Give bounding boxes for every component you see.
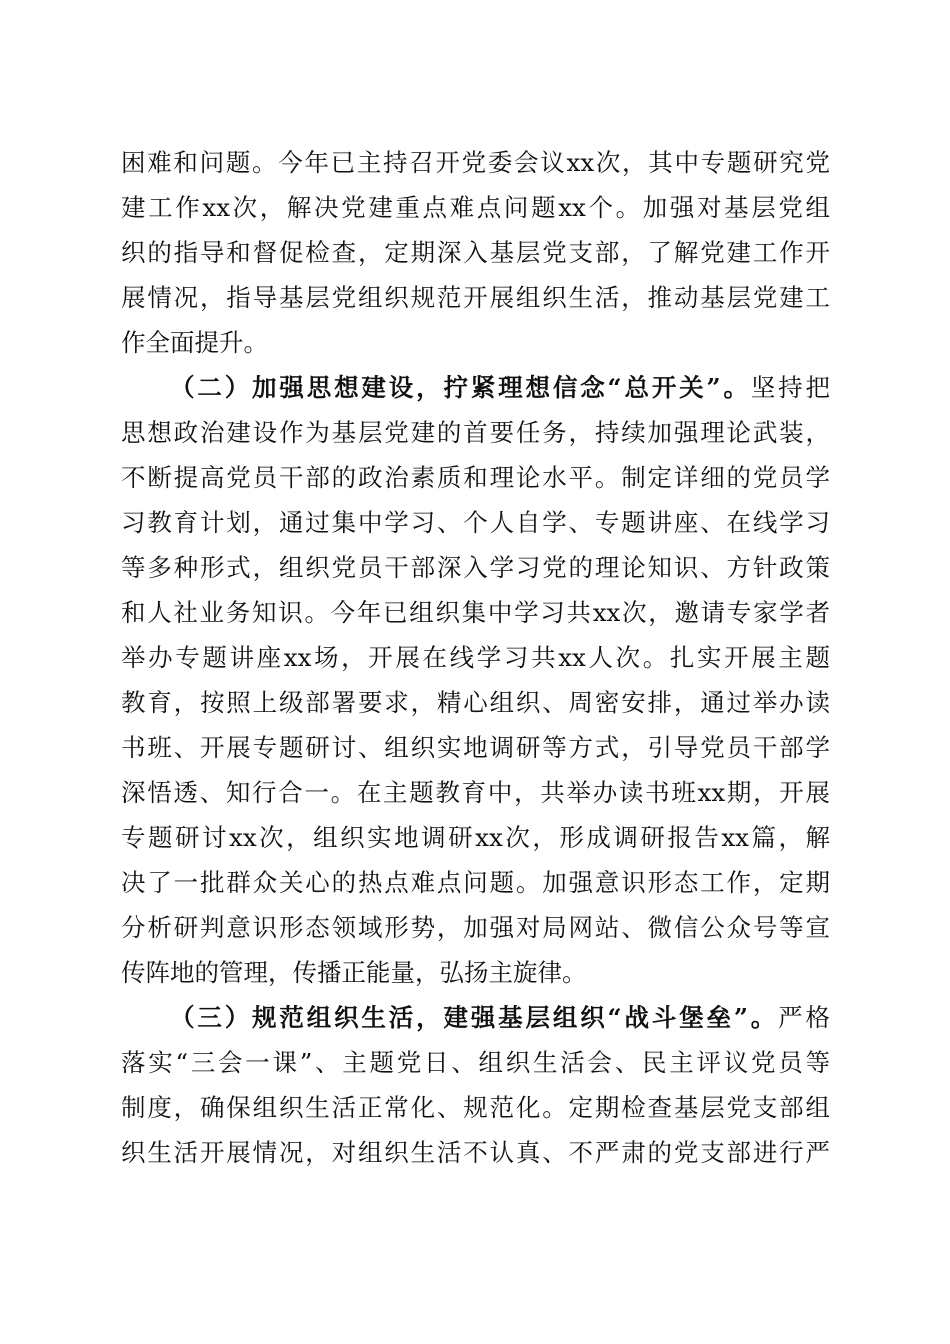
text-run: 严格 <box>778 1003 830 1032</box>
paragraph-1 <box>121 140 830 365</box>
text-line: 作全面提升。 <box>121 328 268 357</box>
text-line: 专题研讨xx次，组织实地调研xx次，形成调研报告xx篇，解 <box>121 823 830 852</box>
text-line: 建工作xx次，解决党建重点难点问题xx个。加强对基层党组 <box>121 193 830 222</box>
text-run: 坚持把 <box>750 373 830 402</box>
text-line: 深悟透、知行合一。在主题教育中，共举办读书班xx期，开展 <box>121 778 830 807</box>
text-line: 织生活开展情况，对组织生活不认真、不严肃的党支部进行严 <box>121 1138 830 1167</box>
section-heading-2: （二）加强思想建设，拧紧理想信念“总开关”。 <box>170 373 751 402</box>
text-line: 等多种形式，组织党员干部深入学习党的理论知识、方针政策 <box>121 553 830 582</box>
paragraph-first-line <box>121 365 830 410</box>
text-line: 分析研判意识形态领域形势，加强对局网站、微信公众号等宣 <box>121 913 830 942</box>
section-heading-3: （三）规范组织生活，建强基层组织“战斗堡垒”。 <box>170 1003 779 1032</box>
text-line: 决了一批群众关心的热点难点问题。加强意识形态工作，定期 <box>121 868 830 897</box>
text-line: 不断提高党员干部的政治素质和理论水平。制定详细的党员学 <box>121 463 830 492</box>
text-line: 举办专题讲座xx场，开展在线学习共xx人次。扎实开展主题 <box>121 643 830 672</box>
text-line: 思想政治建设作为基层党建的首要任务，持续加强理论武装， <box>121 418 830 447</box>
text-line: 书班、开展专题研讨、组织实地调研等方式，引导党员干部学 <box>121 733 830 762</box>
paragraph-first-line <box>121 995 830 1040</box>
text-line: 和人社业务知识。今年已组织集中学习共xx次，邀请专家学者 <box>121 598 830 627</box>
text-line: 制度，确保组织生活正常化、规范化。定期检查基层党支部组 <box>121 1093 830 1122</box>
document-body <box>121 140 830 1175</box>
paragraph-3 <box>121 995 830 1175</box>
text-line: 教育，按照上级部署要求，精心组织、周密安排，通过举办读 <box>121 688 830 717</box>
text-line: 困难和问题。今年已主持召开党委会议xx次，其中专题研究党 <box>121 148 830 177</box>
text-line: 落实“三会一课”、主题党日、组织生活会、民主评议党员等 <box>121 1048 830 1077</box>
text-line: 习教育计划，通过集中学习、个人自学、专题讲座、在线学习 <box>121 508 830 537</box>
text-line: 展情况，指导基层党组织规范开展组织生活，推动基层党建工 <box>121 283 830 312</box>
text-line: 织的指导和督促检查，定期深入基层党支部，了解党建工作开 <box>121 238 830 267</box>
text-line: 传阵地的管理，传播正能量，弘扬主旋律。 <box>121 958 587 987</box>
paragraph-2 <box>121 365 830 995</box>
